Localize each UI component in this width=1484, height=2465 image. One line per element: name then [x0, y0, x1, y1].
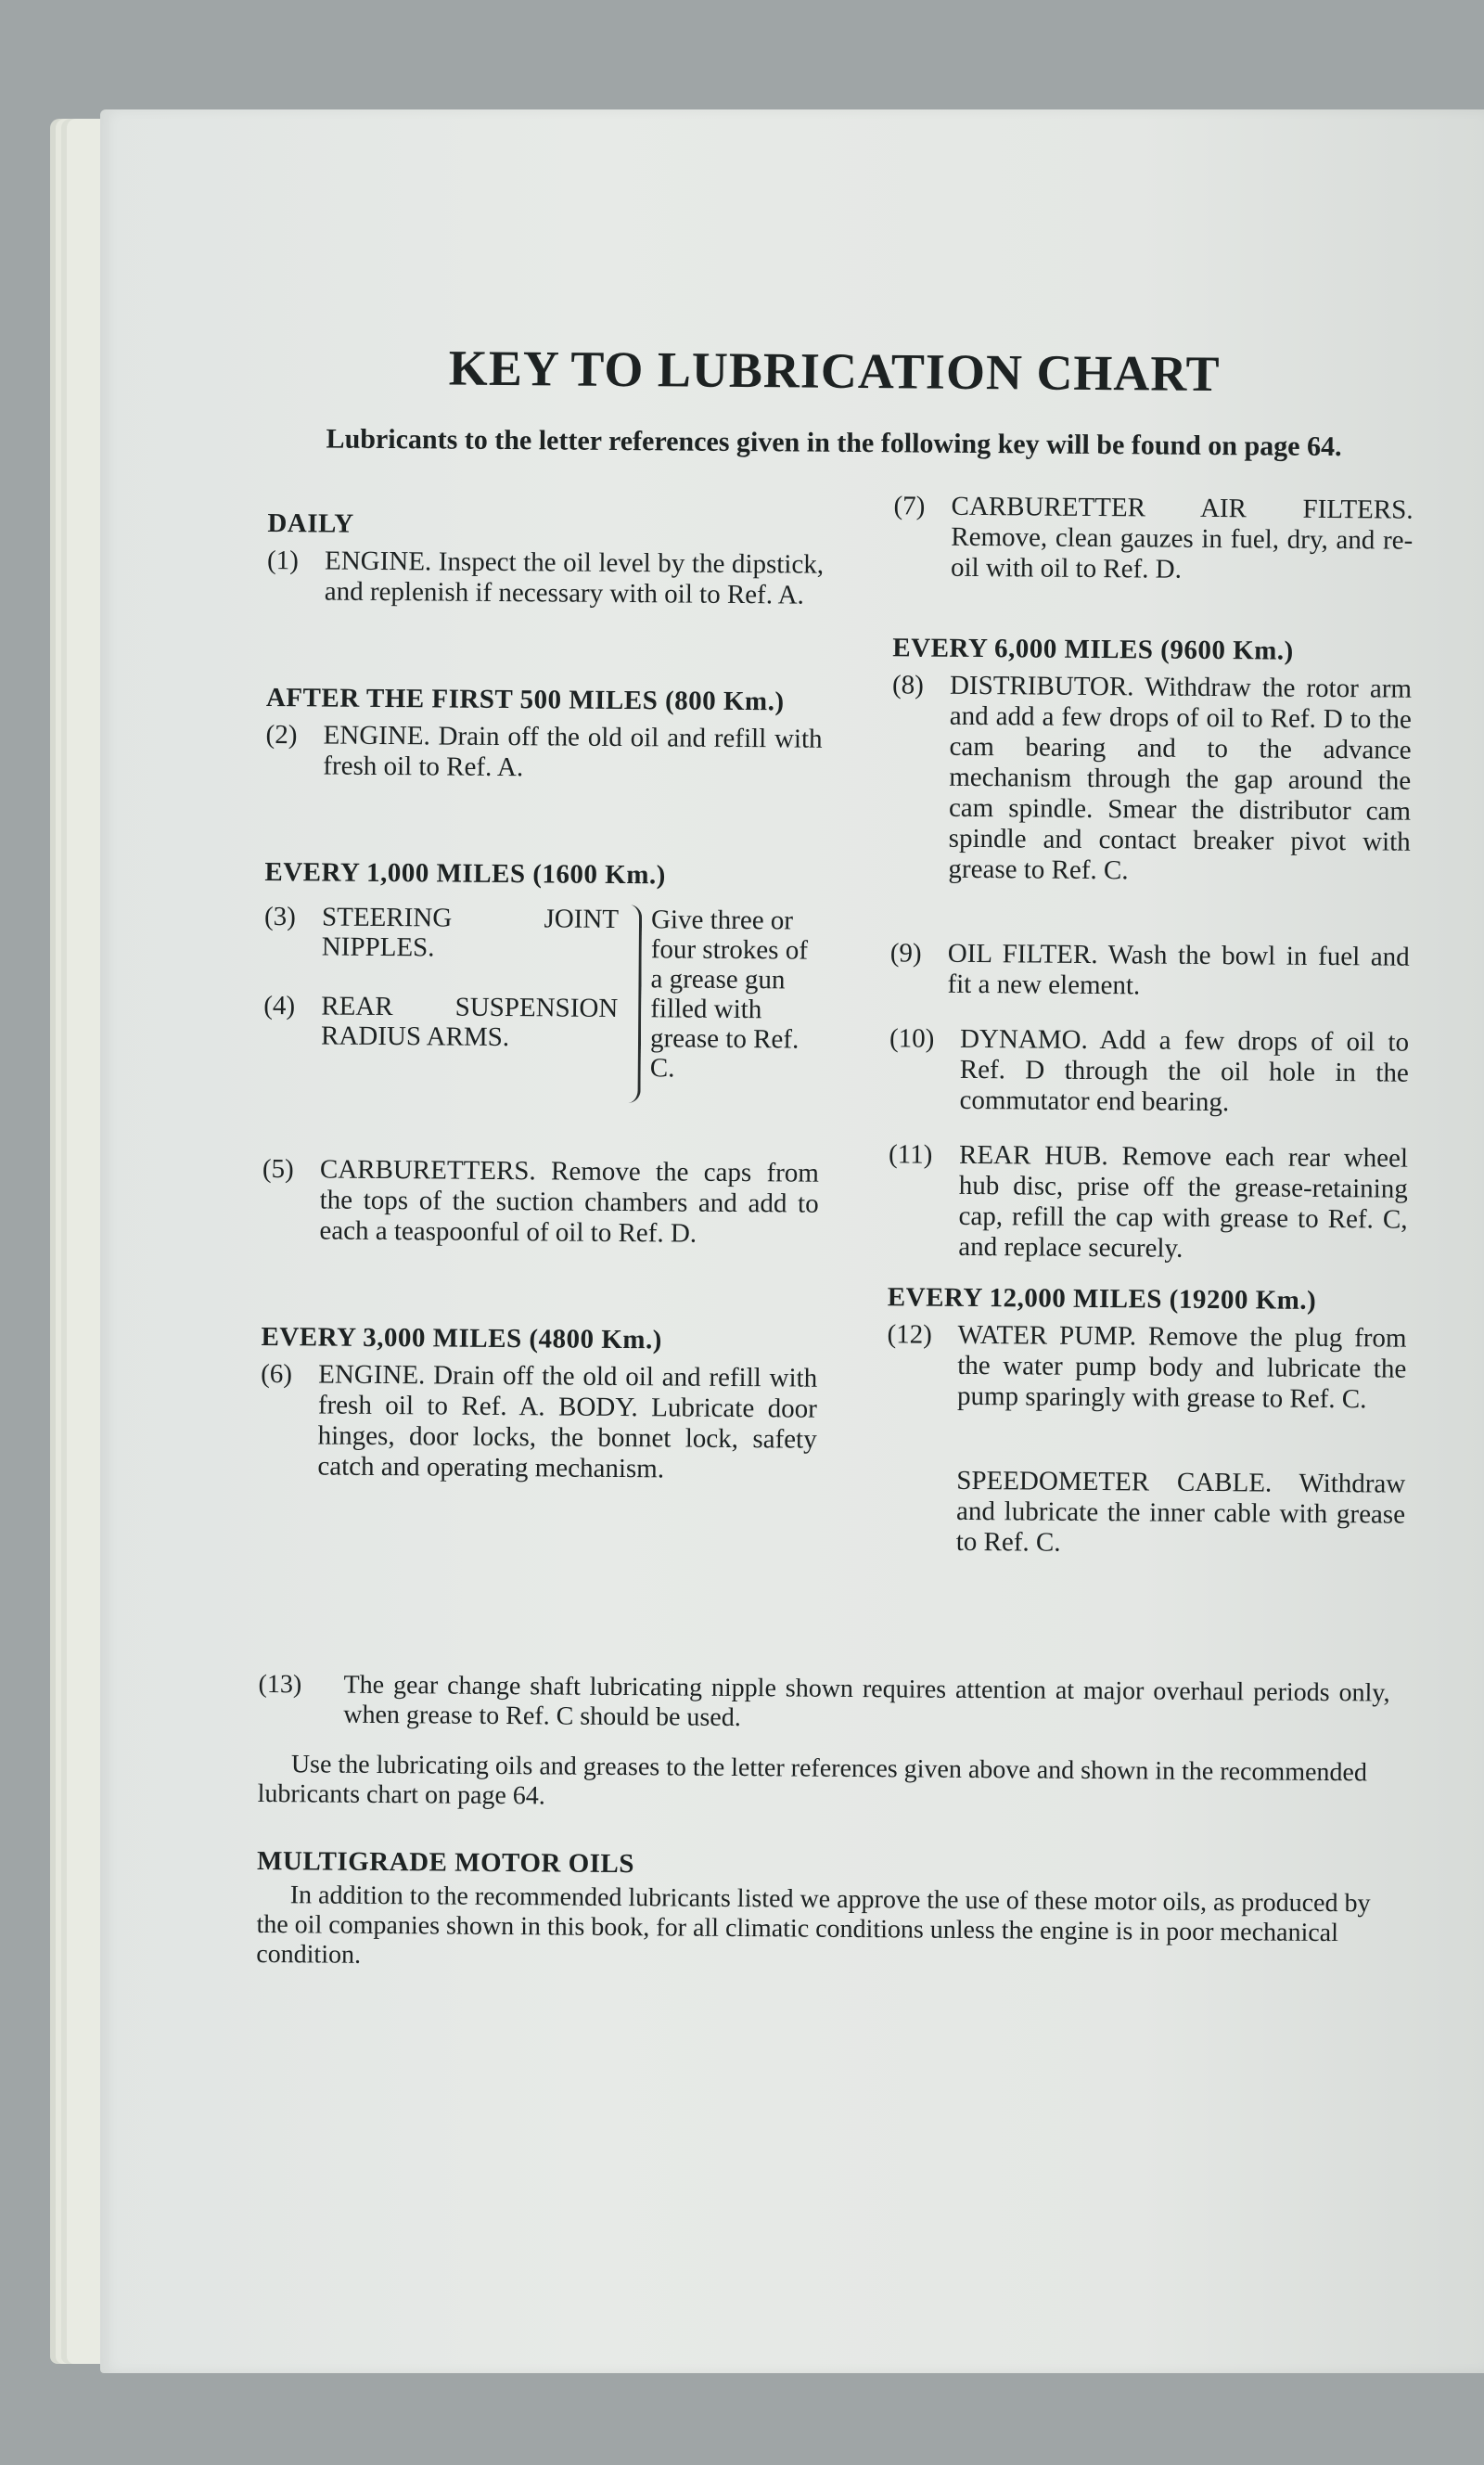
item-number: (7) — [893, 491, 926, 521]
section-heading-every-12000: EVERY 12,000 MILES (19200 Km.) — [887, 1282, 1317, 1316]
key-item-10 — [889, 1023, 1409, 1119]
item-number: (9) — [889, 938, 922, 969]
key-item-1 — [267, 546, 824, 611]
key-item-8 — [890, 670, 1412, 888]
section-heading-first-500: AFTER THE FIRST 500 MILES (800 Km.) — [265, 682, 785, 717]
item-number: (1) — [266, 545, 300, 576]
two-columns — [258, 491, 1414, 1759]
item-number: (11) — [888, 1139, 933, 1170]
item-text: REAR SUSPENSION RADIUS ARMS. — [320, 991, 619, 1053]
item-text: ENGINE. Drain off the old oil and refill with fresh oil to Ref. A. — [323, 720, 823, 783]
brace-bracket — [625, 905, 643, 1103]
key-item-9 — [889, 938, 1410, 1003]
key-item-2 — [265, 720, 822, 786]
item-text: CARBURETTER AIR FILTERS. Remove, clean gauzes in fuel, dry, and re-oil with oil to Ref. D. — [950, 491, 1414, 584]
page-title: KEY TO LUBRICATION CHART — [448, 340, 1221, 403]
item-text: REAR HUB. Remove each rear wheel hub disc, prise off the grease-retaining cap, refill the cap with grease to Ref. C, and replace securely. — [958, 1139, 1409, 1264]
item-number: (8) — [891, 670, 925, 700]
item-number: (2) — [265, 719, 298, 751]
use-note: Use the lubricating oils and greases to the letter references given above and shown in the recommended lubricants chart on page 64. — [257, 1750, 1368, 1811]
item-text: ENGINE. Drain off the old oil and refill with fresh oil to Ref. A. BODY. Lubricate door hinges, door locks, the bonnet lock, safety catch and operating mechanism. — [317, 1359, 818, 1484]
group-list — [263, 902, 620, 1103]
intro-text: Lubricants to the letter references given in the following key will be found on page 64. — [326, 423, 1342, 463]
page-content — [256, 334, 1414, 1970]
section-heading-daily: DAILY — [267, 507, 354, 539]
section-heading-every-3000: EVERY 3,000 MILES (4800 Km.) — [261, 1321, 663, 1355]
item-text: OIL FILTER. Wash the bowl in fuel and fit a new element. — [947, 938, 1410, 1001]
key-item-11 — [888, 1139, 1408, 1265]
item-text: The gear change shaft lubricating nipple shown requires attention at major overhaul periods only, when grease to Ref. C should be used. — [343, 1670, 1390, 1733]
item-text: WATER PUMP. Remove the plug from the water pump body and lubricate the pump sparingly with grease to Ref. C. — [956, 1319, 1407, 1415]
key-item-7 — [893, 491, 1414, 586]
key-item-3 — [264, 902, 619, 964]
section-heading-every-1000: EVERY 1,000 MILES (1600 Km.) — [264, 856, 666, 891]
grouped-items — [263, 902, 822, 1105]
right-column — [886, 485, 1414, 1560]
item-text: DYNAMO. Add a few drops of oil to Ref. D through the oil hole in the commutator end bearing. — [959, 1023, 1410, 1118]
multigrade-heading: MULTIGRADE MOTOR OILS — [256, 1845, 635, 1880]
item-number: (12) — [887, 1319, 933, 1350]
item-number: (10) — [889, 1023, 935, 1054]
item-number: (13) — [258, 1669, 302, 1700]
key-item-13 — [258, 1670, 1389, 1739]
left-column — [260, 507, 824, 1486]
item-number: (5) — [262, 1153, 294, 1185]
footer-notes — [256, 1670, 1390, 2005]
section-heading-every-6000: EVERY 6,000 MILES (9600 Km.) — [892, 633, 1294, 666]
item-text: DISTRIBUTOR. Withdraw the rotor arm and add a few drops of oil to Ref. D to the cam bearing and to the advance mechanism through the gap around the cam spindle. Smear the distributor cam spindle and contact breaker pivot with grease to Ref. C. — [948, 670, 1413, 886]
multigrade-text: In addition to the recommended lubricants listed we approve the use of these motor oils, as produced by the oil companies shown in this book, for all climatic conditions unless the engine is in poor mechanical condition. — [256, 1881, 1371, 1970]
key-item-4 — [263, 991, 618, 1053]
item-number: (3) — [263, 901, 297, 932]
key-item-6 — [260, 1359, 817, 1486]
item-text: STEERING JOINT NIPPLES. — [321, 902, 620, 963]
item-text: ENGINE. Inspect the oil level by the dipstick, and replenish if necessary with oil to Ref. A. — [324, 546, 825, 610]
key-item-5 — [262, 1154, 819, 1251]
group-note: Give three or four strokes of a grease gun filled with grease to Ref. C. — [649, 905, 809, 1084]
item-text: CARBURETTERS. Remove the caps from the tops of the suction chambers and add to each a teaspoonful of oil to Ref. D. — [319, 1154, 820, 1249]
key-item-12 — [887, 1319, 1407, 1415]
item-number: (6) — [261, 1358, 293, 1390]
speedometer-cable-note — [886, 1465, 1406, 1560]
item-number: (4) — [263, 990, 296, 1021]
item-text: SPEEDOMETER CABLE. Withdraw and lubricate the inner cable with grease to Ref. C. — [955, 1465, 1406, 1558]
